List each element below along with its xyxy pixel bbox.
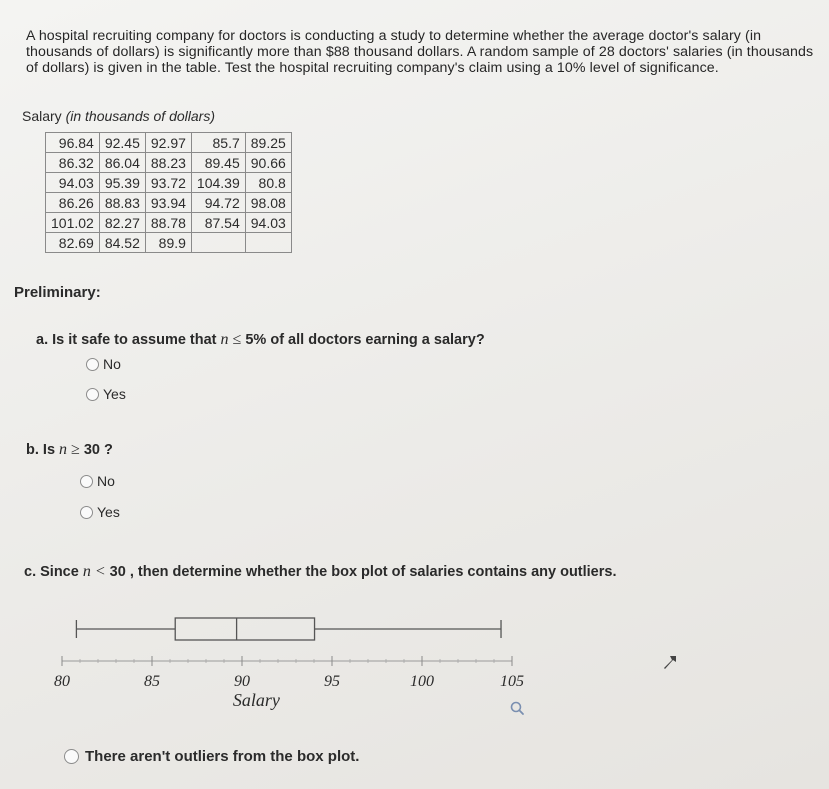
table-cell: 94.03 bbox=[46, 173, 100, 193]
answer-option-no-outliers[interactable] bbox=[64, 748, 359, 765]
table-cell: 88.78 bbox=[145, 213, 191, 233]
question-a-option-no[interactable] bbox=[86, 356, 121, 372]
tick-label: 105 bbox=[500, 673, 524, 690]
option-label: Yes bbox=[103, 386, 126, 402]
table-cell: 82.27 bbox=[99, 213, 145, 233]
question-a-prefix: a. Is it safe to assume that bbox=[36, 332, 217, 348]
table-cell: 80.8 bbox=[245, 173, 291, 193]
option-label: No bbox=[97, 473, 115, 489]
tick-label: 80 bbox=[54, 673, 70, 690]
table-row bbox=[46, 193, 292, 213]
table-cell: 93.72 bbox=[145, 173, 191, 193]
table-row bbox=[46, 153, 292, 173]
question-a-option-yes[interactable] bbox=[86, 386, 126, 402]
question-a bbox=[36, 331, 485, 349]
table-cell: 95.39 bbox=[99, 173, 145, 193]
salary-table bbox=[45, 132, 292, 253]
table-caption-prefix: Salary bbox=[22, 108, 62, 124]
radio-button[interactable] bbox=[80, 506, 93, 519]
table-cell: 89.9 bbox=[145, 233, 191, 253]
question-b-math: n ≥ bbox=[59, 441, 80, 458]
tick-label: 100 bbox=[410, 673, 434, 690]
table-cell: 101.02 bbox=[46, 213, 100, 233]
table-cell bbox=[191, 233, 245, 253]
table-row bbox=[46, 233, 292, 253]
tick-label: 85 bbox=[144, 673, 160, 690]
table-cell: 86.32 bbox=[46, 153, 100, 173]
tick-label: 95 bbox=[324, 673, 340, 690]
question-c-prefix: c. Since bbox=[24, 564, 79, 580]
iqr-box bbox=[175, 618, 314, 640]
table-cell: 87.54 bbox=[191, 213, 245, 233]
question-a-math: n ≤ bbox=[220, 331, 242, 348]
table-row bbox=[46, 213, 292, 233]
table-cell: 84.52 bbox=[99, 233, 145, 253]
question-b-option-yes[interactable] bbox=[80, 504, 120, 520]
question-c-suffix: 30 , then determine whether the box plot of salaries contains any outliers. bbox=[109, 564, 617, 580]
mouse-cursor-icon bbox=[662, 654, 678, 670]
option-label: Yes bbox=[97, 504, 120, 520]
table-cell: 104.39 bbox=[191, 173, 245, 193]
question-a-suffix: 5% of all doctors earning a salary? bbox=[245, 332, 485, 348]
table-cell: 89.45 bbox=[191, 153, 245, 173]
question-b bbox=[26, 441, 113, 459]
box-plot bbox=[0, 600, 829, 720]
tick-label: 90 bbox=[234, 673, 250, 690]
problem-statement: A hospital recruiting company for doctors is conducting a study to determine whether the average doctor's salary (in thousands of dollars) is significantly more than $88 thousand dollars. A random sample of 28 doctors' salaries (in thousands of dollars) is given in the table. Test the hospital recruiting company's claim using a 10% level of significance. bbox=[26, 28, 814, 76]
question-b-suffix: 30 ? bbox=[83, 442, 113, 458]
option-label: There aren't outliers from the box plot. bbox=[85, 748, 360, 765]
table-cell: 92.97 bbox=[145, 133, 191, 153]
table-caption-unit: (in thousands of dollars) bbox=[65, 108, 215, 124]
question-b-prefix: b. Is bbox=[26, 442, 56, 458]
table-cell: 90.66 bbox=[245, 153, 291, 173]
table-cell: 86.26 bbox=[46, 193, 100, 213]
table-cell: 88.83 bbox=[99, 193, 145, 213]
option-label: No bbox=[103, 356, 121, 372]
preliminary-heading: Preliminary: bbox=[14, 284, 101, 301]
table-cell: 86.04 bbox=[99, 153, 145, 173]
table-cell: 88.23 bbox=[145, 153, 191, 173]
table-cell: 92.45 bbox=[99, 133, 145, 153]
table-cell: 94.72 bbox=[191, 193, 245, 213]
axis-label: Salary bbox=[232, 690, 280, 710]
table-caption bbox=[22, 108, 215, 124]
magnifier-icon[interactable] bbox=[509, 700, 525, 716]
table-cell: 85.7 bbox=[191, 133, 245, 153]
table-cell: 93.94 bbox=[145, 193, 191, 213]
question-c-math: n < bbox=[82, 563, 106, 580]
radio-button[interactable] bbox=[80, 475, 93, 488]
table-cell bbox=[245, 233, 291, 253]
radio-button[interactable] bbox=[86, 358, 99, 371]
radio-button[interactable] bbox=[64, 749, 79, 764]
table-cell: 96.84 bbox=[46, 133, 100, 153]
table-row bbox=[46, 133, 292, 153]
table-cell: 94.03 bbox=[245, 213, 291, 233]
answer-area bbox=[64, 748, 359, 765]
table-row bbox=[46, 173, 292, 193]
table-cell: 89.25 bbox=[245, 133, 291, 153]
table-cell: 98.08 bbox=[245, 193, 291, 213]
radio-button[interactable] bbox=[86, 388, 99, 401]
question-b-option-no[interactable] bbox=[80, 473, 115, 489]
table-cell: 82.69 bbox=[46, 233, 100, 253]
question-c bbox=[24, 563, 617, 581]
